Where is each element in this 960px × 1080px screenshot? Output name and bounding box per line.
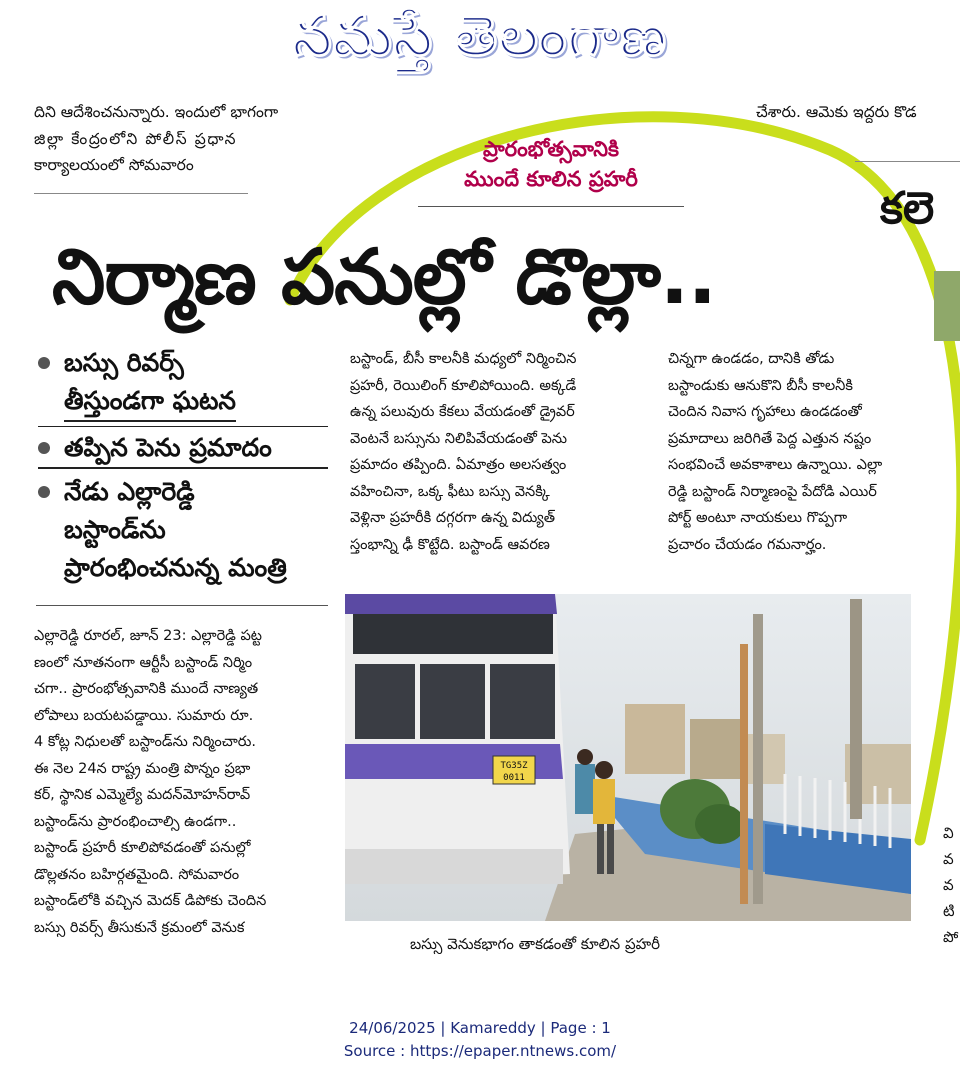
col2-line: వెళ్లినా ప్రహరీకి దగ్గరగా ఉన్న విద్యుత్ (350, 510, 556, 526)
col1-line: కర్, స్థానిక ఎమ్మెల్యే మదన్‌మోహన్‌రావ్ (34, 787, 251, 803)
bullet-line: తప్పిన పెను ప్రమాదం (64, 433, 272, 462)
col2-line: ఉన్న పలువురు కేకలు వేయడంతో డ్రైవర్ (350, 404, 575, 420)
col3-line: సంభవించే అవకాశాలు ఉన్నాయి. ఎల్లా (668, 457, 883, 473)
col1-line: బస్టాండ్‌లోకి వచ్చిన మెదక్ డిపోకు చెందిన (34, 893, 267, 909)
news-photo (345, 594, 911, 921)
masthead: నమస్తే తెలంగాణ (292, 4, 668, 69)
bullet-divider (38, 426, 328, 427)
kicker-line: ప్రారంభోత్సవానికి (483, 137, 619, 161)
col1-line: డొల్లతనం బహిర్గతమైంది. సోమవారం (34, 866, 240, 883)
col1-line: ఎల్లారెడ్డి రూరల్, జూన్ 23: ఎల్లారెడ్డి పట్ట (34, 628, 263, 644)
bullet-item (38, 344, 328, 422)
col3-line: ప్రమాదాలు జరిగితే పెద్ద ఎత్తున నష్టం (668, 430, 872, 447)
col3-line: చిన్నగా ఉండడం, దానికి తోడు (668, 351, 835, 367)
col3-line: పోర్ట్ అంటూ నాయకులు గొప్పగా (668, 510, 848, 526)
bullet-line: బస్సు రివర్స్ (64, 348, 184, 377)
kicker-line: ముందే కూలిన ప్రహరీ (464, 167, 638, 191)
article-column-1 (34, 623, 324, 941)
bullet-list (38, 344, 328, 587)
col1-line: ణంలో నూతనంగా ఆర్టీసీ బస్టాండ్ నిర్మిం (34, 654, 253, 671)
photo-illustration (345, 594, 911, 921)
right-headline: కలె (880, 183, 935, 234)
right-col-letter: టి (943, 902, 955, 920)
col1-line: బస్టాండ్ ప్రహరీ కూలిపోవడంతో పనుల్లో (34, 840, 251, 856)
prev-story-line: దిని ఆదేశించనున్నారు. ఇందులో భాగంగా (34, 103, 279, 121)
col1-line: లోపాలు బయటపడ్డాయి. సుమారు రూ. (34, 707, 254, 724)
bullet-dot-icon (38, 442, 50, 454)
plate-line-2: 0011 (503, 773, 525, 783)
bullet-item (38, 473, 328, 587)
plate-line-1: TG35Z (500, 761, 528, 771)
col3-line: చెందిన నివాస గృహాలు ఉండడంతో (668, 404, 862, 420)
kicker-rule (418, 206, 684, 207)
bullet-line: బస్టాండ్‌ను (64, 515, 166, 544)
right-col-letter: పో (943, 928, 959, 946)
right-col-letter: వ (943, 850, 954, 868)
right-col-letter: వ (943, 876, 954, 894)
bullet-item (38, 429, 328, 467)
bullet-line: నేడు ఎల్లారెడ్డి (64, 477, 195, 506)
prev-story-line: కార్యాలయంలో సోమవారం (34, 156, 194, 174)
right-photo-strip (934, 271, 960, 341)
right-story-rule (855, 161, 960, 162)
article-column-2 (350, 346, 640, 558)
footer-source-line[interactable]: Source : https://epaper.ntnews.com/ (343, 1042, 617, 1060)
prev-story-rule (34, 193, 248, 194)
photo-caption: బస్సు వెనుకభాగం తాకడంతో కూలిన ప్రహరీ (410, 935, 660, 953)
col2-line: ప్రమాదం తప్పింది. ఏమాత్రం అలసత్వం (350, 457, 567, 473)
bullet-line: తీస్తుండగా ఘటన (64, 382, 236, 422)
bullets-bottom-rule (36, 605, 328, 606)
col2-line: బస్టాండ్, బీసీ కాలనీకి మధ్యలో నిర్మించిన (350, 351, 577, 367)
footer-date-line: 24/06/2025 | Kamareddy | Page : 1 (349, 1019, 611, 1037)
col2-line: స్తంభాన్ని ఢీ కొట్టేది. బస్టాండ్ ఆవరణ (350, 536, 550, 553)
col1-line: బస్టాండ్‌ను ప్రారంభించాల్సి ఉండగా.. (34, 813, 237, 830)
bullet-divider (38, 467, 328, 469)
prev-story-line: జిల్లా కేంద్రంలోని పోలీస్ ప్రధాన (34, 129, 238, 148)
col3-line: రెడ్డి బస్టాండ్ నిర్మాణంపై పేదోడి ఎయిర్ (668, 483, 877, 500)
article-column-3 (668, 346, 943, 558)
col2-line: వెంటనే బస్సును నిలిపివేయడంతో పెను (350, 430, 567, 447)
col1-line: ఈ నెల 24న రాష్ట్ర మంత్రి పొన్నం ప్రభా (34, 760, 251, 777)
prev-story (34, 99, 304, 179)
right-column-fragment (943, 820, 960, 950)
bullet-line: ప్రారంభించనున్న మంత్రి (64, 553, 287, 582)
col1-line: చగా.. ప్రారంభోత్సవానికి ముందే నాణ్యత (34, 681, 259, 697)
bullet-dot-icon (38, 486, 50, 498)
headline: నిర్మాణ పనుల్లో డొల్లా.. (52, 232, 716, 321)
col1-line: బస్సు రివర్స్ తీసుకునే క్రమంలో వెనుక (34, 919, 245, 936)
right-col-letter: వి (943, 824, 954, 842)
col3-line: ప్రచారం చేయడం గమనార్హం. (668, 536, 827, 553)
kicker (418, 134, 684, 194)
col2-line: ప్రహరీ, రెయిలింగ్ కూలిపోయింది. అక్కడే (350, 377, 577, 394)
col1-line: 4 కోట్ల నిధులతో బస్టాండ్‌ను నిర్మించారు. (34, 734, 256, 750)
bullet-dot-icon (38, 357, 50, 369)
right-story-top: చేశారు. ఆమెకు ఇద్దరు కొడ (756, 103, 917, 121)
footer (0, 1017, 960, 1063)
col3-line: బస్టాండుకు ఆనుకొని బీసీ కాలనీకి (668, 377, 853, 394)
col2-line: వహించినా, ఒక్క ఫీటు బస్సు వెనక్కి (350, 483, 550, 500)
